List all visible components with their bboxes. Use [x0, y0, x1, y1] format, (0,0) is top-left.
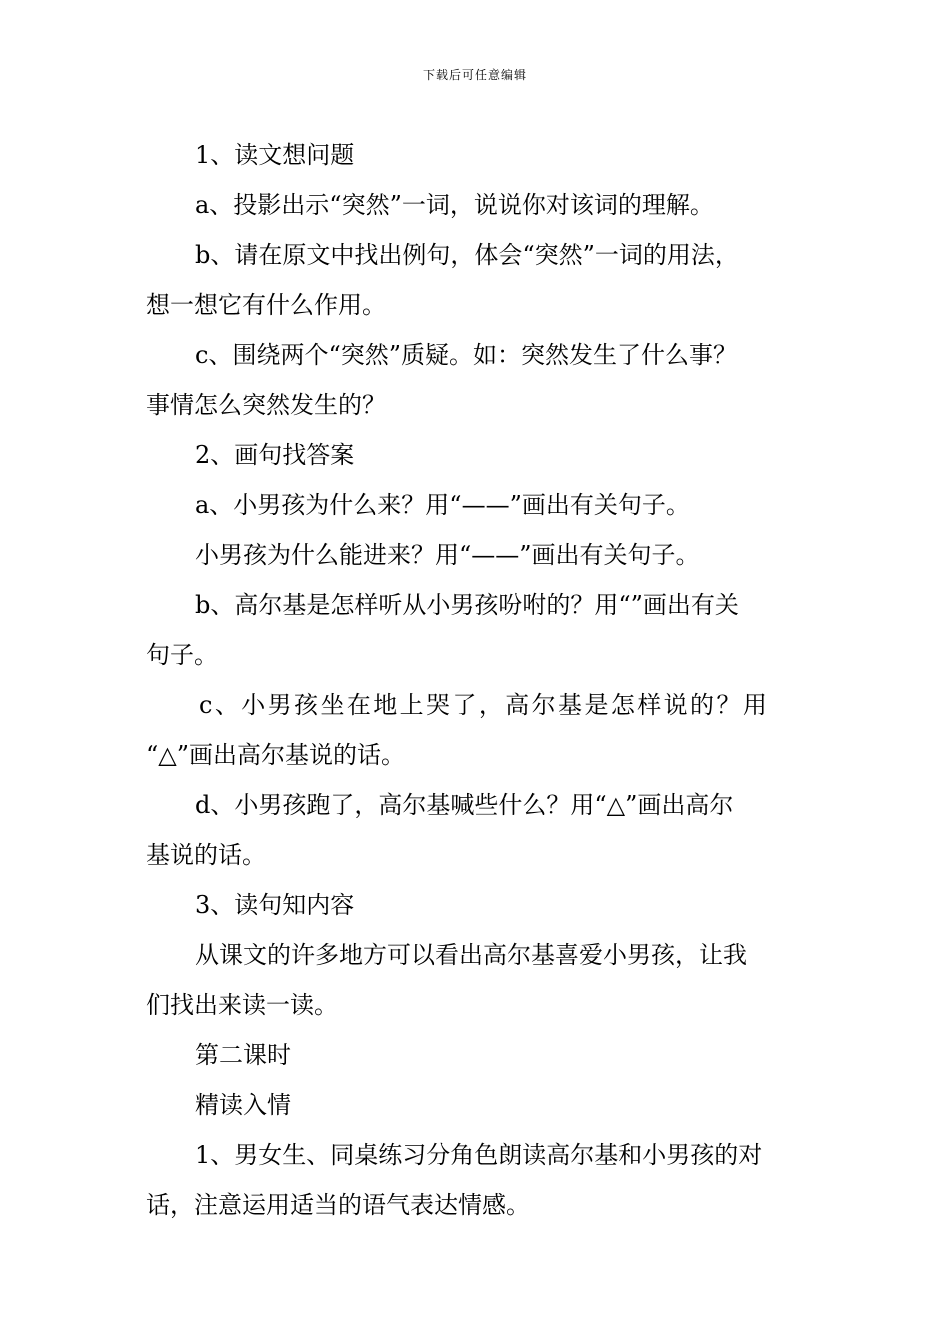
text-line: 话，注意运用适当的语气表达情感。: [146, 1191, 530, 1219]
paragraph: [146, 930, 806, 1030]
text-line: a、小男孩为什么来？用“——”画出有关句子。: [195, 491, 690, 519]
text-line: 小男孩为什么能进来？用“——”画出有关句子。: [195, 541, 700, 569]
text-line: 想一想它有什么作用。: [146, 291, 386, 319]
text-line: c、围绕两个“突然”质疑。如：突然发生了什么事？: [195, 341, 737, 369]
text-line: a、投影出示“突然”一词，说说你对该词的理解。: [195, 191, 714, 219]
text-line: 从课文的许多地方可以看出高尔基喜爱小男孩，让我: [195, 941, 747, 969]
document-body: [146, 130, 806, 1230]
page-header: 下载后可任意编辑: [422, 68, 527, 82]
text-line: 基说的话。: [146, 841, 266, 869]
paragraph: [146, 480, 806, 530]
paragraph: [146, 530, 806, 580]
paragraph: [146, 680, 806, 780]
text-line: b、请在原文中找出例句，体会“突然”一词的用法，: [195, 241, 739, 269]
text-line: c、小男孩坐在地上哭了，高尔基是怎样说的？用: [199, 691, 770, 719]
paragraph: [146, 180, 806, 230]
paragraph: [146, 430, 806, 480]
paragraph: [146, 580, 806, 680]
text-line: 1、男女生、同桌练习分角色朗读高尔基和小男孩的对: [195, 1141, 763, 1169]
paragraph: [146, 330, 806, 430]
text-line: d、小男孩跑了，高尔基喊些什么？用“△”画出高尔: [195, 791, 734, 819]
text-line: 们找出来读一读。: [146, 991, 338, 1019]
paragraph: [146, 880, 806, 930]
paragraph: [146, 1030, 806, 1080]
paragraph: [146, 1080, 806, 1130]
text-line: 事情怎么突然发生的？: [146, 391, 386, 419]
paragraph: [146, 230, 806, 330]
text-line: b、高尔基是怎样听从小男孩吩咐的？用“”画出有关: [195, 591, 739, 619]
text-line: 3、读句知内容: [195, 891, 355, 919]
text-line: 句子。: [146, 641, 218, 669]
paragraph: [146, 1130, 806, 1230]
paragraph: [146, 780, 806, 880]
text-line: “△”画出高尔基说的话。: [146, 741, 405, 769]
text-line: 1、读文想问题: [195, 141, 355, 169]
paragraph: [146, 130, 806, 180]
text-line: 2、画句找答案: [195, 441, 355, 469]
text-line: 第二课时: [195, 1041, 291, 1069]
text-line: 精读入情: [195, 1091, 291, 1119]
